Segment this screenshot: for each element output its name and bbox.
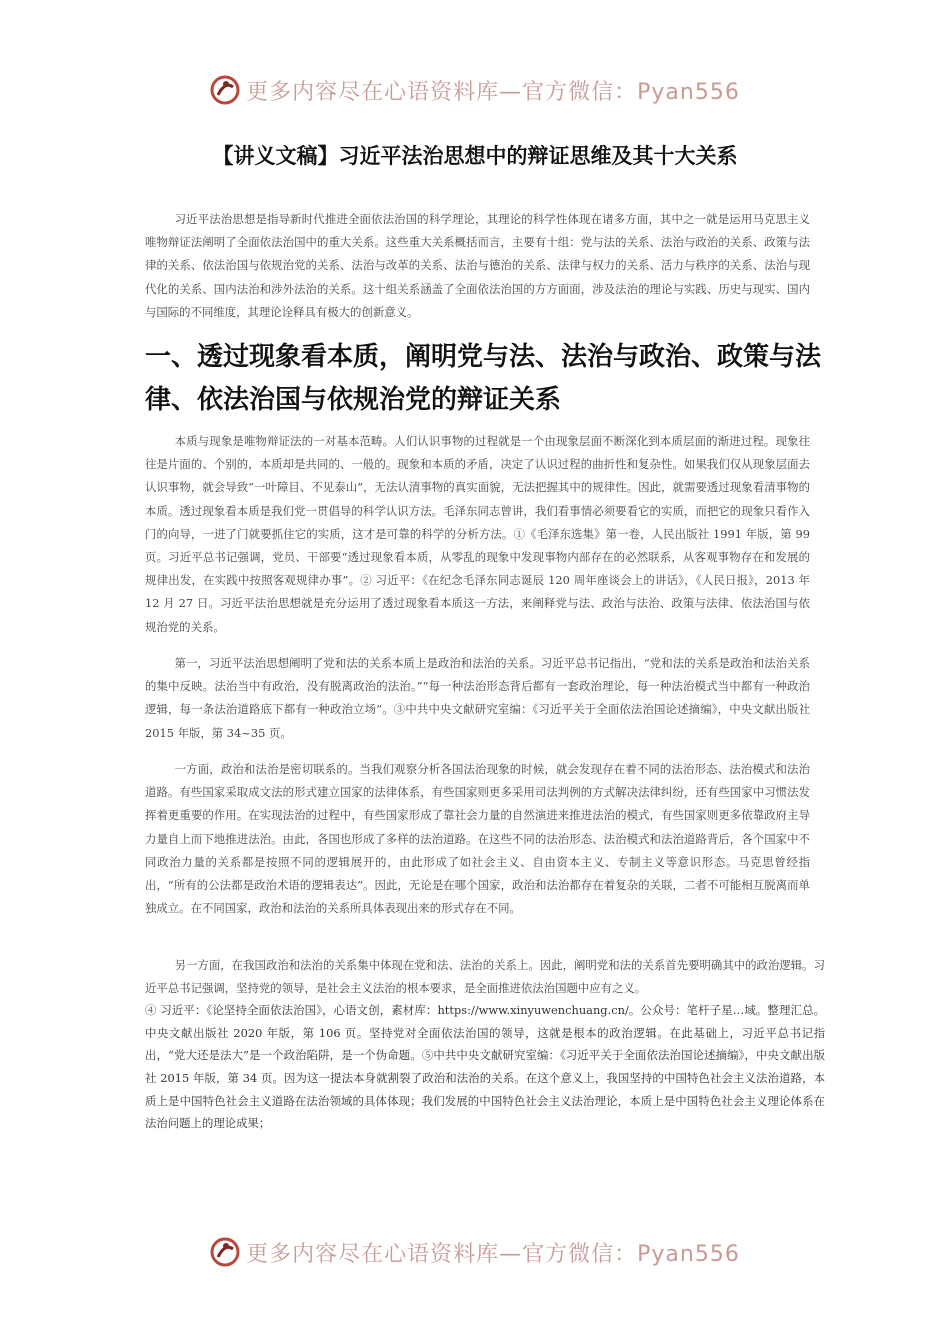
body-paragraph-1: 本质与现象是唯物辩证法的一对基本范畴。人们认识事物的过程就是一个由现象层面不断深化到本质层面的渐进过程。现象往往是片面的、个别的，本质却是共同的、一般的。现象和本质的矛盾，决定了认识过程的曲折性和复杂性。如果我们仅从现象层面去认识事物，就会导致“一叶障目、不见泰山”，无法认清事物的真实面貌，无法把握其中的规律性。因此，就需要透过现象看清事物的本质。透过现象看本质是我们党一贯倡导的科学认识方法。毛泽东同志曾讲，我们看事情必须要看它的实质，而把它的现象只看作入门的向导，一进了门就要抓住它的实质，这才是可靠的科学的分析方法。①《毛泽东选集》第一卷，人民出版社 1991 年版，第 99 页。习近平总书记强调，党员、干部要“透过现象看本质，从零乱的现象中发现事物内部存在的必然联系，从客观事物存在和发展的规律出发，在实践中按照客观规律办事”。② 习近平：《在纪念毛泽东同志诞辰 120 周年座谈会上的讲话》，《人民日报》，2013 年 12 月 27 日。习近平法治思想就是充分运用了透过现象看本质这一方法，来阐释党与法、政治与法治、政策与法律、依法治国与依规治党的关系。 [145, 434, 810, 634]
top-banner [0, 70, 950, 110]
banner-text: 更多内容尽在心语资料库—官方微信：Pyan556 [246, 1241, 740, 1267]
body-paragraph-4 [145, 954, 825, 1135]
body-paragraph-2: 第一，习近平法治思想阐明了党和法的关系本质上是政治和法治的关系。习近平总书记指出，“党和法的关系是政治和法治关系的集中反映。法治当中有政治，没有脱离政治的法治。”“每一种法治形态背后都有一套政治理论，每一种法治模式当中都有一种政治逻辑，每一条法治道路底下都有一种政治立场”。③中共中央文献研究室编：《习近平关于全面依法治国论述摘编》，中央文献出版社 2015 年版，第 34~35 页。 [145, 656, 810, 740]
section-heading: 一、透过现象看本质，阐明党与法、法治与政治、政策与法律、依法治国与依规治党的辩证关系 [145, 342, 822, 415]
logo-icon [210, 1237, 240, 1267]
body-paragraph-3: 一方面，政治和法治是密切联系的。当我们观察分析各国法治现象的时候，就会发现存在着不同的法治形态、法治模式和法治道路。有些国家采取成文法的形式建立国家的法律体系，有些国家则更多采用司法判例的方式解决法律纠纷，还有些国家中习惯法发挥着更重要的作用。在实现法治的过程中，有些国家形成了靠社会力量的自然演进来推进法治的模式，有些国家则更多依靠政府主导力量自上而下地推进法治。由此，各国也形成了多样的法治道路。在这些不同的法治形态、法治模式和法治道路背后，各个国家中不同政治力量的关系都是按照不同的逻辑展开的，由此形成了如社会主义、自由资本主义、专制主义等意识形态。马克思曾经指出，“所有的公法都是政治术语的逻辑表达”。因此，无论是在哪个国家，政治和法治都存在着复杂的关联，二者不可能相互脱离而单独成立。在不同国家，政治和法治的关系所具体表现出来的形式存在不同。 [145, 762, 810, 916]
body-paragraph-4-lead: 另一方面，在我国政治和法治的关系集中体现在党和法、法治的关系上。因此，阐明党和法的关系首先要明确其中的政治逻辑。习近平总书记强调，坚持党的领导，是社会主义法治的根本要求，是全面推进依法治国题中应有之义。 [145, 958, 825, 995]
body-paragraph-4-rest: ④ 习近平：《论坚持全面依法治国》，心语文创，素材库：https://www.xinyuwenchuang.cn/。公众号：笔杆子星…域。整理汇总。中央文献出版社 2020 年版，第 106 页。坚持党对全面依法治国的领导，这就是根本的政治逻辑。在此基础上，习近平总书记指出，“党大还是法大”是一个政治陷阱，是一个伪命题。⑤中共中央文献研究室编：《习近平关于全面依法治国论述摘编》，中央文献出版社 2015 年版，第 34 页。因为这一提法本身就割裂了政治和法治的关系。在这个意义上，我国坚持的中国特色社会主义法治道路，本质上是中国特色社会主义道路在法治领域的具体体现；我们发展的中国特色社会主义法治理论，本质上是中国特色社会主义理论体系在法治问题上的理论成果； [145, 1003, 825, 1131]
bottom-banner [0, 1232, 950, 1272]
intro-paragraph: 习近平法治思想是指导新时代推进全面依法治国的科学理论，其理论的科学性体现在诸多方面，其中之一就是运用马克思主义唯物辩证法阐明了全面依法治国中的重大关系。这些重大关系概括而言，主要有十组：党与法的关系、法治与政治的关系、政策与法律的关系、依法治国与依规治党的关系、法治与改革的关系、法治与德治的关系、法律与权力的关系、活力与秩序的关系、法治与现代化的关系、国内法治和涉外法治的关系。这十组关系涵盖了全面依法治国的方方面面，涉及法治的理论与实践、历史与现实、国内与国际的不同维度，其理论诠释具有极大的创新意义。 [145, 212, 810, 319]
document-title: 【讲义文稿】习近平法治思想中的辩证思维及其十大关系 [212, 144, 738, 168]
banner-text: 更多内容尽在心语资料库—官方微信：Pyan556 [246, 79, 740, 105]
logo-icon [210, 75, 240, 105]
